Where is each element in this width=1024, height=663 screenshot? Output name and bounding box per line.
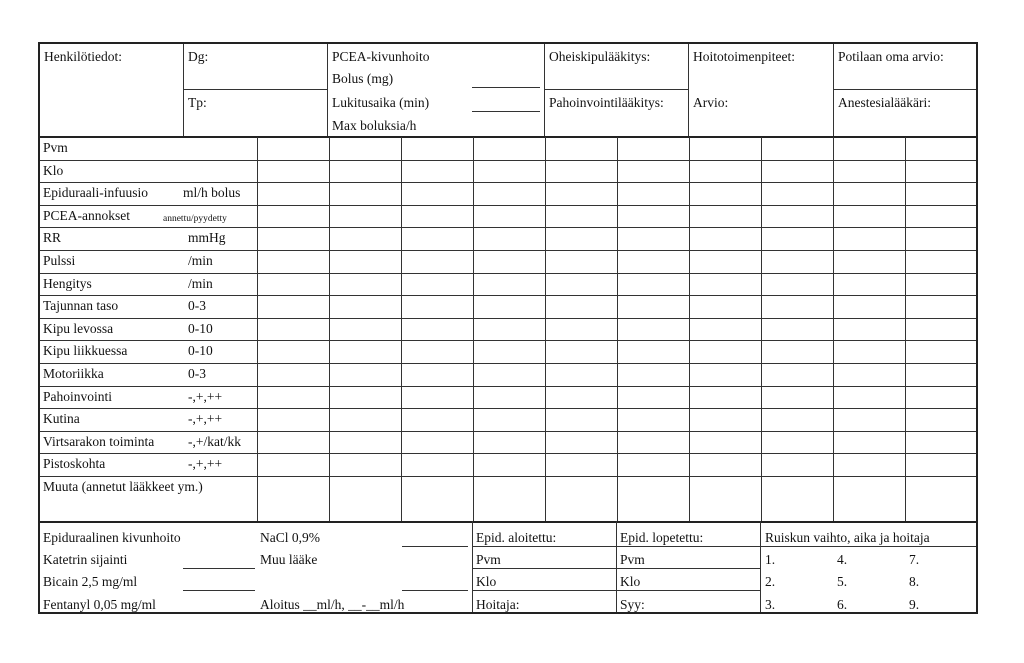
slot-number: 1. bbox=[765, 552, 776, 567]
pcea-monitoring-form bbox=[38, 42, 978, 614]
row-divider bbox=[40, 295, 976, 296]
row-divider bbox=[40, 340, 976, 341]
epid-lopetettu-label: Epid. lopetettu: bbox=[620, 530, 704, 545]
row-label: Motoriikka bbox=[43, 366, 104, 381]
bicain-label: Bicain 2,5 mg/ml bbox=[43, 574, 138, 589]
slot-number: 2. bbox=[765, 574, 776, 589]
header-divider bbox=[183, 44, 184, 137]
epid-aloitettu-label: Epid. aloitettu: bbox=[476, 530, 557, 545]
row-label: Pistoskohta bbox=[43, 456, 106, 472]
column-divider bbox=[689, 137, 690, 521]
pvm-lopetettu-label: Pvm bbox=[620, 552, 645, 567]
row-divider bbox=[40, 476, 976, 477]
row-label: RR bbox=[43, 230, 62, 246]
header-divider bbox=[833, 89, 976, 90]
lukitusaika-label: Lukitusaika (min) bbox=[332, 95, 430, 110]
header-divider bbox=[183, 89, 327, 90]
slot-number: 3. bbox=[765, 597, 776, 612]
row-unit: 0-3 bbox=[188, 366, 206, 381]
row-unit: -,+,++ bbox=[188, 388, 223, 404]
row-unit: /min bbox=[188, 275, 213, 291]
row-unit: 0-10 bbox=[188, 343, 213, 359]
row-unit: mmHg bbox=[188, 230, 226, 246]
potilaan-arvio-label: Potilaan oma arvio: bbox=[838, 49, 944, 64]
fentanyl-label: Fentanyl 0,05 mg/ml bbox=[43, 597, 156, 612]
footer-divider bbox=[472, 590, 760, 591]
syy-label: Syy: bbox=[620, 597, 645, 612]
katetrin-line bbox=[183, 568, 255, 569]
header-divider bbox=[688, 44, 689, 137]
footer-divider bbox=[760, 521, 761, 612]
klo-lopetettu-label: Klo bbox=[620, 574, 641, 589]
header-divider bbox=[833, 44, 834, 137]
row-label: Kipu liikkuessa bbox=[43, 343, 128, 359]
muu-laake-label: Muu lääke bbox=[260, 552, 318, 567]
row-label: Tajunnan taso bbox=[43, 298, 119, 314]
footer-top-border bbox=[40, 521, 976, 523]
anestesialaakari-label: Anestesialääkäri: bbox=[838, 95, 931, 110]
pahoinvointilaakitys-label: Pahoinvointilääkitys: bbox=[549, 95, 664, 110]
row-label: Virtsarakon toiminta bbox=[43, 433, 155, 449]
row-divider bbox=[40, 408, 976, 409]
klo-aloitettu-label: Klo bbox=[476, 574, 497, 589]
ruiskun-vaihto-label: Ruiskun vaihto, aika ja hoitaja bbox=[765, 530, 930, 545]
header-divider bbox=[544, 89, 688, 90]
arvio-label: Arvio: bbox=[693, 95, 729, 110]
nacl-line bbox=[402, 546, 468, 547]
footer-divider bbox=[472, 521, 473, 612]
katetrin-label: Katetrin sijainti bbox=[43, 552, 128, 567]
row-label: Hengitys bbox=[43, 275, 92, 291]
pcea-title: PCEA-kivunhoito bbox=[332, 49, 430, 64]
bolus-line bbox=[472, 87, 540, 88]
slot-number: 6. bbox=[837, 597, 848, 612]
row-label: Epiduraali-infuusio bbox=[43, 185, 148, 201]
row-label: Muuta (annetut lääkkeet ym.) bbox=[43, 479, 203, 494]
row-unit: -,+,++ bbox=[188, 456, 223, 472]
footer-divider bbox=[472, 546, 976, 547]
header-bottom-border bbox=[40, 136, 976, 138]
row-divider bbox=[40, 273, 976, 274]
row-divider bbox=[40, 250, 976, 251]
column-divider bbox=[257, 137, 258, 521]
row-unit: ml/h bolus bbox=[183, 185, 241, 201]
henkilotiedot-label: Henkilötiedot: bbox=[44, 49, 122, 64]
bolus-label: Bolus (mg) bbox=[332, 71, 394, 86]
lukitusaika-line bbox=[472, 111, 540, 112]
column-divider bbox=[617, 137, 618, 521]
row-unit: /min bbox=[188, 253, 213, 268]
max-boluksia-label: Max boluksia/h bbox=[332, 118, 417, 133]
hoitaja-label: Hoitaja: bbox=[476, 597, 520, 612]
epiduraalinen-label: Epiduraalinen kivunhoito bbox=[43, 530, 181, 545]
footer-divider bbox=[616, 521, 617, 612]
oheiskipu-label: Oheiskipulääkitys: bbox=[549, 49, 651, 64]
slot-number: 5. bbox=[837, 574, 848, 589]
row-label: Kipu levossa bbox=[43, 320, 114, 336]
row-label: PCEA-annokset bbox=[43, 207, 130, 223]
column-divider bbox=[833, 137, 834, 521]
slot-number: 8. bbox=[909, 574, 920, 589]
row-divider bbox=[40, 160, 976, 161]
row-unit: 0-10 bbox=[188, 320, 213, 336]
column-divider bbox=[401, 137, 402, 521]
nacl-label: NaCl 0,9% bbox=[260, 530, 320, 545]
row-unit: 0-3 bbox=[188, 298, 206, 314]
row-label: Pulssi bbox=[43, 253, 76, 268]
header-divider bbox=[327, 44, 328, 137]
column-divider bbox=[329, 137, 330, 521]
row-label: Pvm bbox=[43, 140, 68, 155]
bicain-line bbox=[183, 590, 255, 591]
row-divider bbox=[40, 431, 976, 432]
row-divider bbox=[40, 318, 976, 319]
row-label: Kutina bbox=[43, 411, 80, 427]
slot-number: 9. bbox=[909, 597, 920, 612]
column-divider bbox=[473, 137, 474, 521]
row-unit: -,+/kat/kk bbox=[188, 433, 241, 449]
row-divider bbox=[40, 453, 976, 454]
row-label: Klo bbox=[43, 162, 64, 178]
muu-laake-line bbox=[402, 590, 468, 591]
slot-number: 4. bbox=[837, 552, 848, 567]
tp-label: Tp: bbox=[188, 95, 207, 110]
row-label: Pahoinvointi bbox=[43, 388, 113, 404]
row-unit: annettu/pyydetty bbox=[163, 213, 227, 224]
aloitus-label: Aloitus __ml/h, __-__ml/h bbox=[260, 597, 405, 612]
hoitotoimenpiteet-label: Hoitotoimenpiteet: bbox=[693, 49, 795, 64]
column-divider bbox=[761, 137, 762, 521]
row-divider bbox=[40, 205, 976, 206]
dg-label: Dg: bbox=[188, 49, 209, 64]
row-unit: -,+,++ bbox=[188, 411, 223, 427]
header-divider bbox=[544, 44, 545, 137]
row-divider bbox=[40, 386, 976, 387]
row-divider bbox=[40, 182, 976, 183]
row-divider bbox=[40, 227, 976, 228]
column-divider bbox=[905, 137, 906, 521]
row-divider bbox=[40, 363, 976, 364]
column-divider bbox=[545, 137, 546, 521]
pvm-aloitettu-label: Pvm bbox=[476, 552, 501, 567]
slot-number: 7. bbox=[909, 552, 920, 567]
footer-divider bbox=[472, 568, 760, 569]
